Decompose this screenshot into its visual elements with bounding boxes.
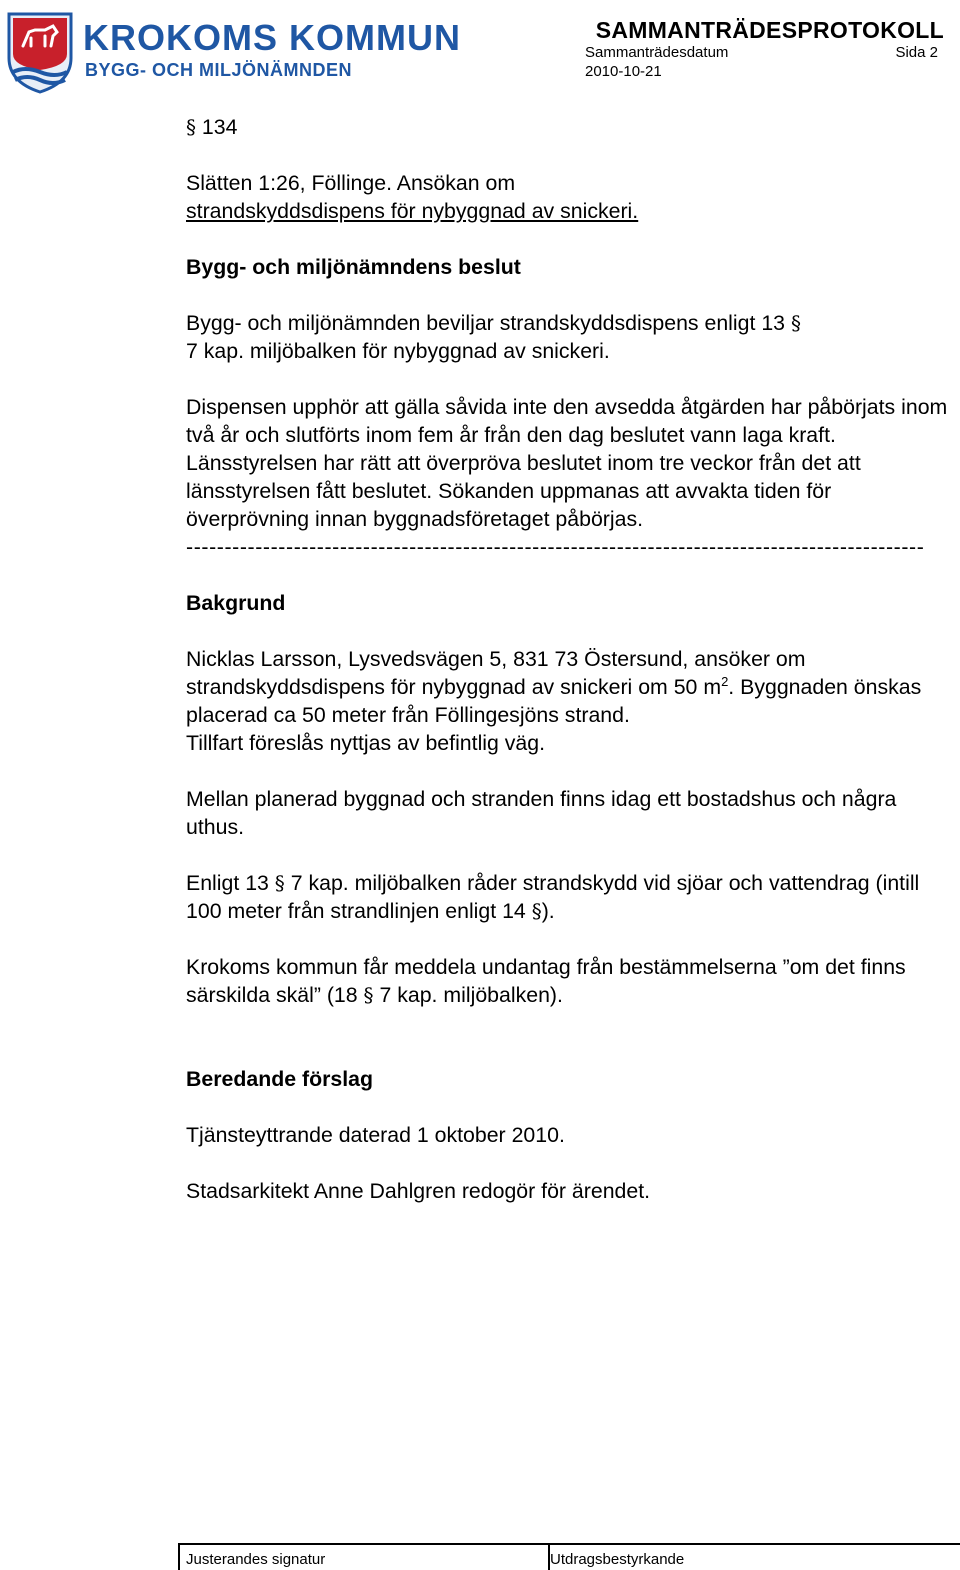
background-text-1: Nicklas Larsson, Lysvedsvägen 5, 831 73 Östersund, ansöker om strandskyddsdispens för nybyggnad av snickeri om 50 m — [186, 647, 806, 699]
subject-line-2: strandskyddsdispens för nybyggnad av snickeri. — [186, 199, 639, 223]
section-number: 134 — [201, 115, 238, 139]
background-paragraph-1 — [186, 645, 956, 757]
meeting-date-label: Sammanträdesdatum — [585, 44, 729, 61]
section-symbol: § — [274, 871, 285, 895]
decision-text-1: Bygg- och miljönämnden beviljar strandskyddsdispens enligt 13 — [186, 311, 791, 335]
background-text-4: Enligt 13 — [186, 871, 275, 895]
proposal-paragraph-1: Tjänsteyttrande daterad 1 oktober 2010. — [186, 1123, 565, 1147]
section-symbol: § — [790, 311, 801, 335]
decision-heading: Bygg- och miljönämndens beslut — [186, 255, 521, 279]
signature-footer — [178, 1543, 960, 1568]
meeting-date: 2010-10-21 — [585, 63, 662, 80]
background-text-8: 7 kap. miljöbalken). — [373, 983, 563, 1007]
background-text-3: Tillfart föreslås nyttjas av befintlig väg. — [186, 731, 546, 755]
decision-paragraph-2: Dispensen upphör att gälla såvida inte den avsedda åtgärden har påbörjats inom två år och slutförts inom fem år från den dag beslutet vann laga kraft. Länsstyrelsen har rätt att överpröva beslutet inom tre veckor från det att länsstyrelsen fått beslutet. Sökanden uppmanas att avvakta tiden för överprövning innan byggnadsföretaget påbörjas. — [186, 395, 948, 531]
superscript: 2 — [721, 673, 729, 689]
section-symbol: § — [531, 899, 542, 923]
municipality-logo — [5, 10, 461, 98]
section-symbol: § — [186, 115, 196, 139]
background-text-2: . Byggnaden önskas placerad ca 50 meter från Föllingesjöns strand. — [186, 675, 922, 727]
proposal-paragraph-2: Stadsarkitekt Anne Dahlgren redogör för ärendet. — [186, 1179, 651, 1203]
subject-line-1: Slätten 1:26, Föllinge. Ansökan om — [186, 171, 516, 195]
background-text-7: Krokoms kommun får meddela undantag från bestämmelserna ”om det finns särskilda skäl” (18 — [186, 955, 906, 1007]
section-number-line — [186, 113, 956, 141]
signature-label: Justerandes signatur — [186, 1551, 326, 1568]
background-text-5: 7 kap. miljöbalken råder strandskydd vid sjöar och vattendrag (intill 100 meter från strandlinjen enligt 14 — [186, 871, 920, 923]
separator-dashes: ------------------------------------------------------------------------------------------------ — [186, 535, 925, 559]
background-paragraph-3 — [186, 869, 956, 925]
section-symbol: § — [363, 983, 374, 1007]
certification-label: Utdragsbestyrkande — [550, 1551, 685, 1568]
background-paragraph-4 — [186, 953, 956, 1009]
proposal-heading: Beredande förslag — [186, 1067, 373, 1091]
certification-box — [548, 1543, 960, 1570]
logo-title: KROKOMS KOMMUN — [83, 17, 461, 58]
decision-paragraph-1 — [186, 309, 956, 365]
document-title: SAMMANTRÄDESPROTOKOLL — [595, 17, 944, 43]
page-number: Sida 2 — [895, 44, 938, 61]
background-paragraph-2: Mellan planerad byggnad och stranden finns idag ett bostadshus och några uthus. — [186, 787, 897, 839]
background-text-6: ). — [541, 899, 555, 923]
municipal-coat-of-arms-icon — [5, 10, 75, 94]
decision-text-2: 7 kap. miljöbalken för nybyggnad av snickeri. — [186, 339, 610, 363]
logo-subtitle: BYGG- OCH MILJÖNÄMNDEN — [85, 60, 352, 80]
signature-box — [178, 1543, 550, 1570]
background-heading: Bakgrund — [186, 591, 286, 615]
protocol-body — [186, 113, 956, 1205]
